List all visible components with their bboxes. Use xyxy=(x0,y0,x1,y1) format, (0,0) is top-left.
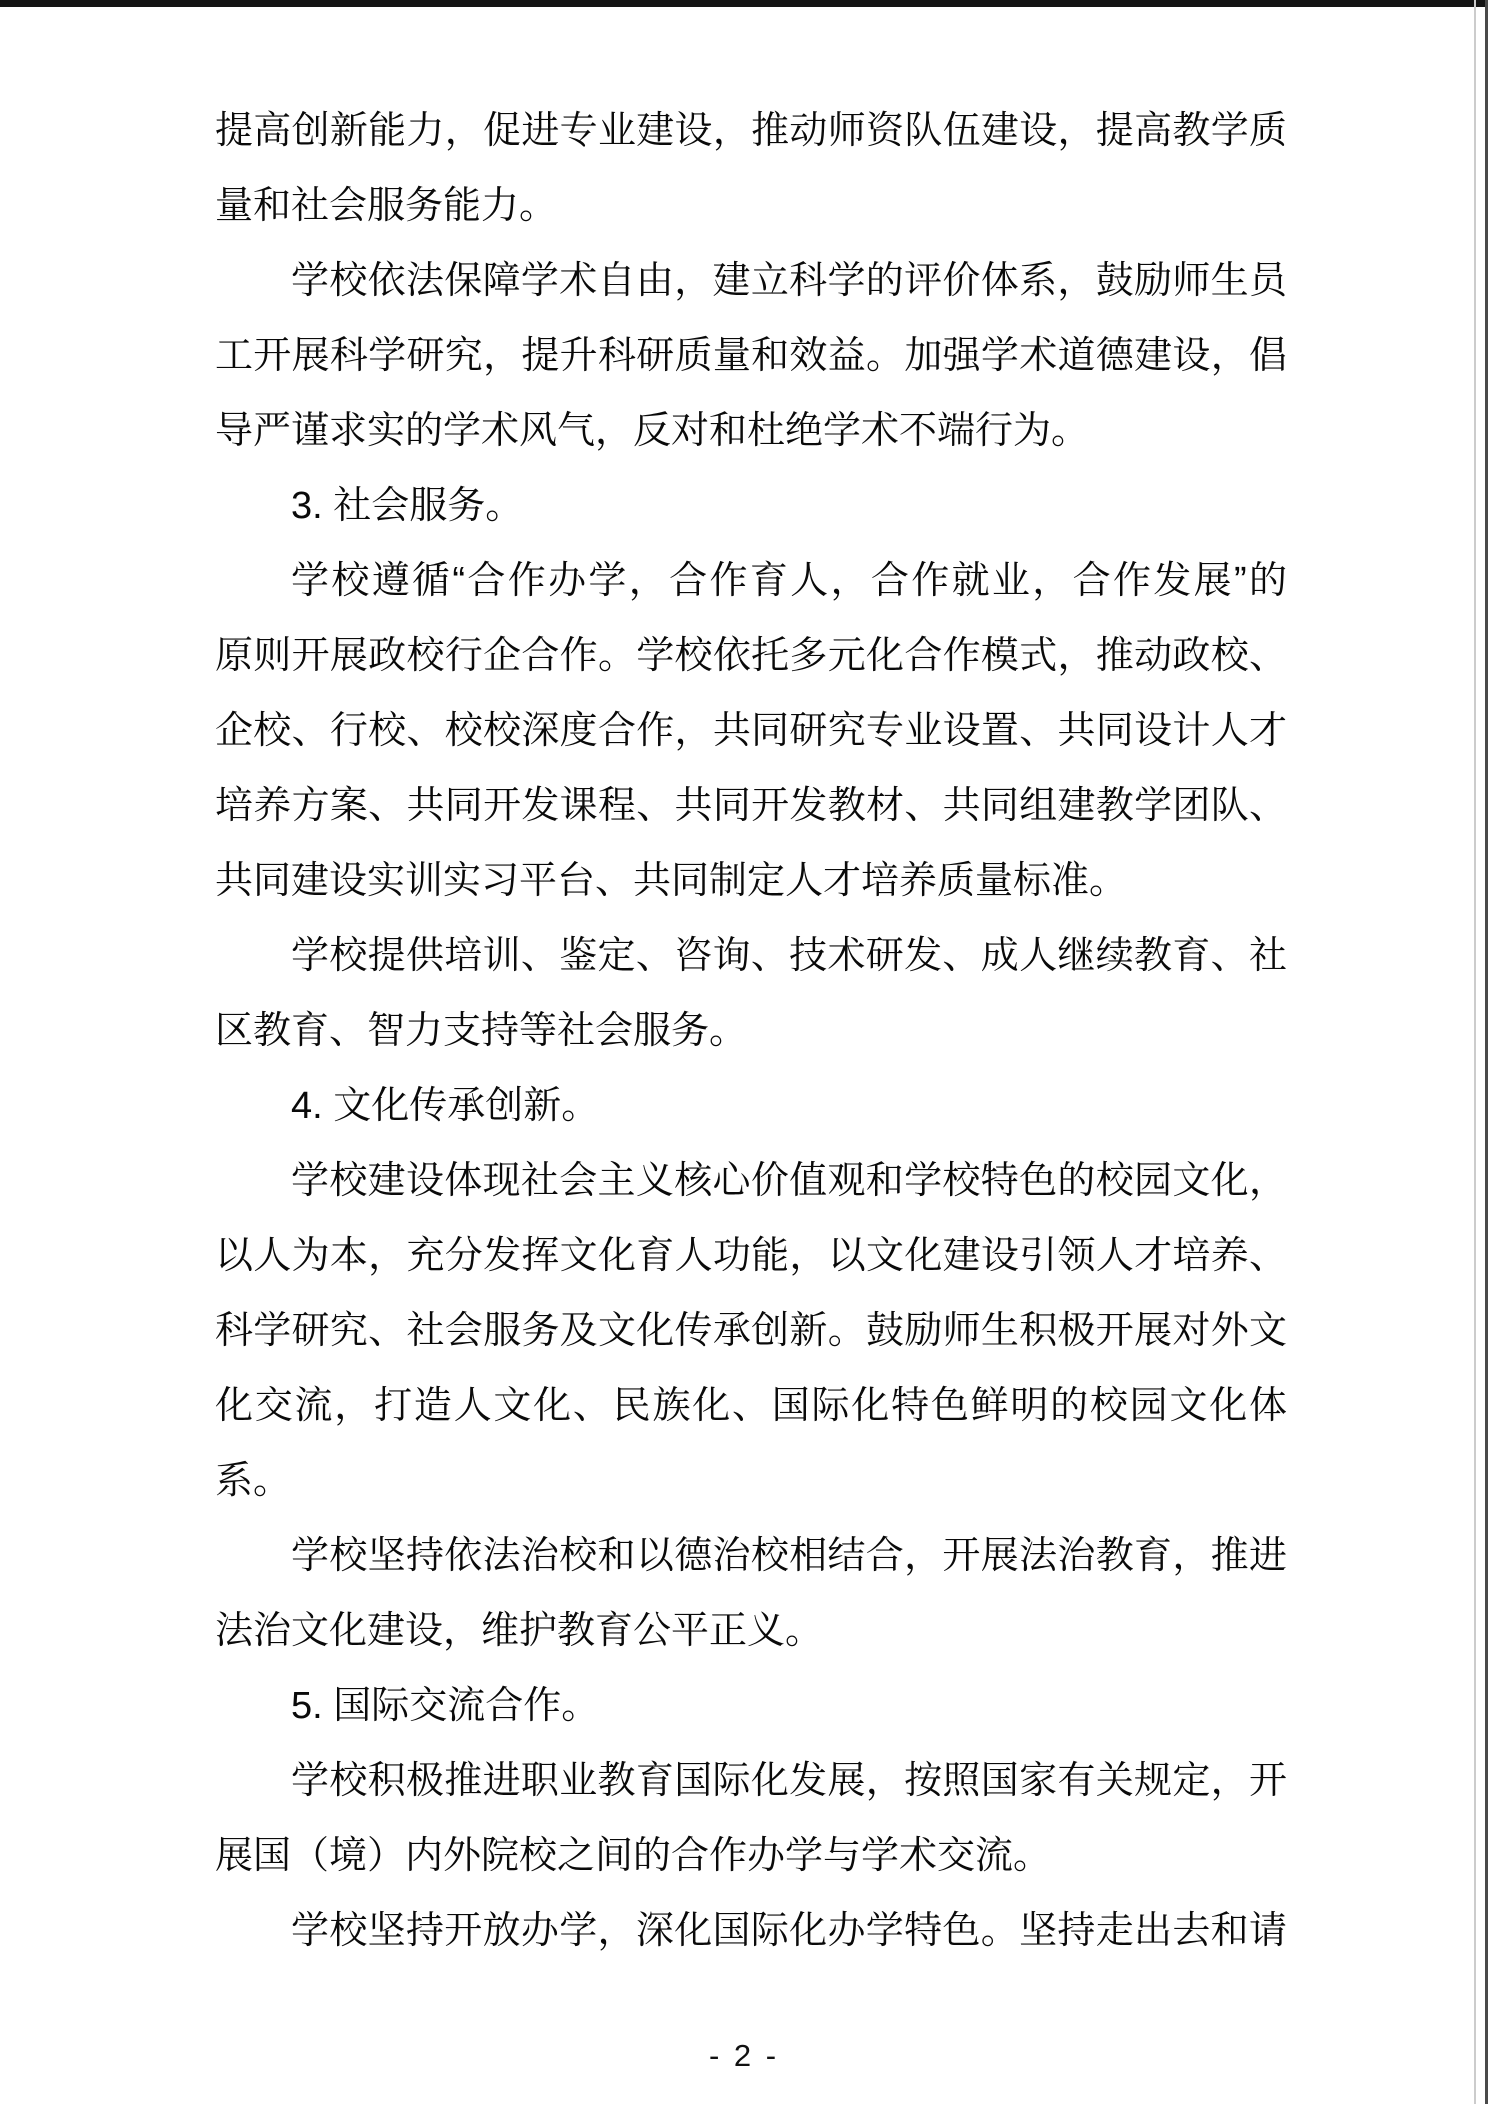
text-line: 学校依法保障学术自由，建立科学的评价体系，鼓励师生员 xyxy=(291,260,1287,302)
text-line: 工开展科学研究，提升科研质量和效益。加强学术道德建设，倡 xyxy=(215,335,1287,377)
text-line: 法治文化建设，维护教育公平正义。 xyxy=(215,1610,824,1652)
text-line: 以人为本，充分发挥文化育人功能，以文化建设引领人才培养、 xyxy=(215,1235,1287,1277)
section-heading: 4. 文化传承创新。 xyxy=(291,1085,600,1127)
text-line: 导严谨求实的学术风气，反对和杜绝学术不端行为。 xyxy=(215,410,1090,452)
section-heading: 3. 社会服务。 xyxy=(291,485,524,527)
text-line: 科学研究、社会服务及文化传承创新。鼓励师生积极开展对外文 xyxy=(215,1310,1287,1352)
document-body xyxy=(215,94,1287,1969)
text-line: 企校、行校、校校深度合作，共同研究专业设置、共同设计人才 xyxy=(215,710,1287,752)
text-line: 系。 xyxy=(215,1460,292,1502)
text-line: 量和社会服务能力。 xyxy=(215,185,558,227)
text-line: 学校建设体现社会主义核心价值观和学校特色的校园文化， xyxy=(291,1160,1287,1202)
text-line: 共同建设实训实习平台、共同制定人才培养质量标准。 xyxy=(215,860,1128,902)
scan-artifact-top-bar xyxy=(0,0,1488,7)
text-line: 学校遵循“合作办学，合作育人，合作就业，合作发展”的 xyxy=(291,560,1287,602)
text-line: 原则开展政校行企合作。学校依托多元化合作模式，推动政校、 xyxy=(215,635,1287,677)
text-line: 学校坚持开放办学，深化国际化办学特色。坚持走出去和请 xyxy=(291,1910,1287,1952)
text-line: 学校坚持依法治校和以德治校相结合，开展法治教育，推进 xyxy=(291,1535,1287,1577)
page-number: - 2 - xyxy=(708,2038,780,2073)
text-line: 化交流，打造人文化、民族化、国际化特色鲜明的校园文化体 xyxy=(215,1385,1287,1427)
text-line: 培养方案、共同开发课程、共同开发教材、共同组建教学团队、 xyxy=(215,785,1287,827)
text-line: 展国（境）内外院校之间的合作办学与学术交流。 xyxy=(215,1835,1052,1877)
text-line: 提高创新能力，促进专业建设，推动师资队伍建设，提高教学质 xyxy=(215,110,1287,152)
section-heading: 5. 国际交流合作。 xyxy=(291,1685,600,1727)
text-line: 区教育、智力支持等社会服务。 xyxy=(215,1010,748,1052)
scan-artifact-right-line xyxy=(1474,0,1476,2104)
text-line: 学校提供培训、鉴定、咨询、技术研发、成人继续教育、社 xyxy=(291,935,1287,977)
text-line: 学校积极推进职业教育国际化发展，按照国家有关规定，开 xyxy=(291,1760,1287,1802)
